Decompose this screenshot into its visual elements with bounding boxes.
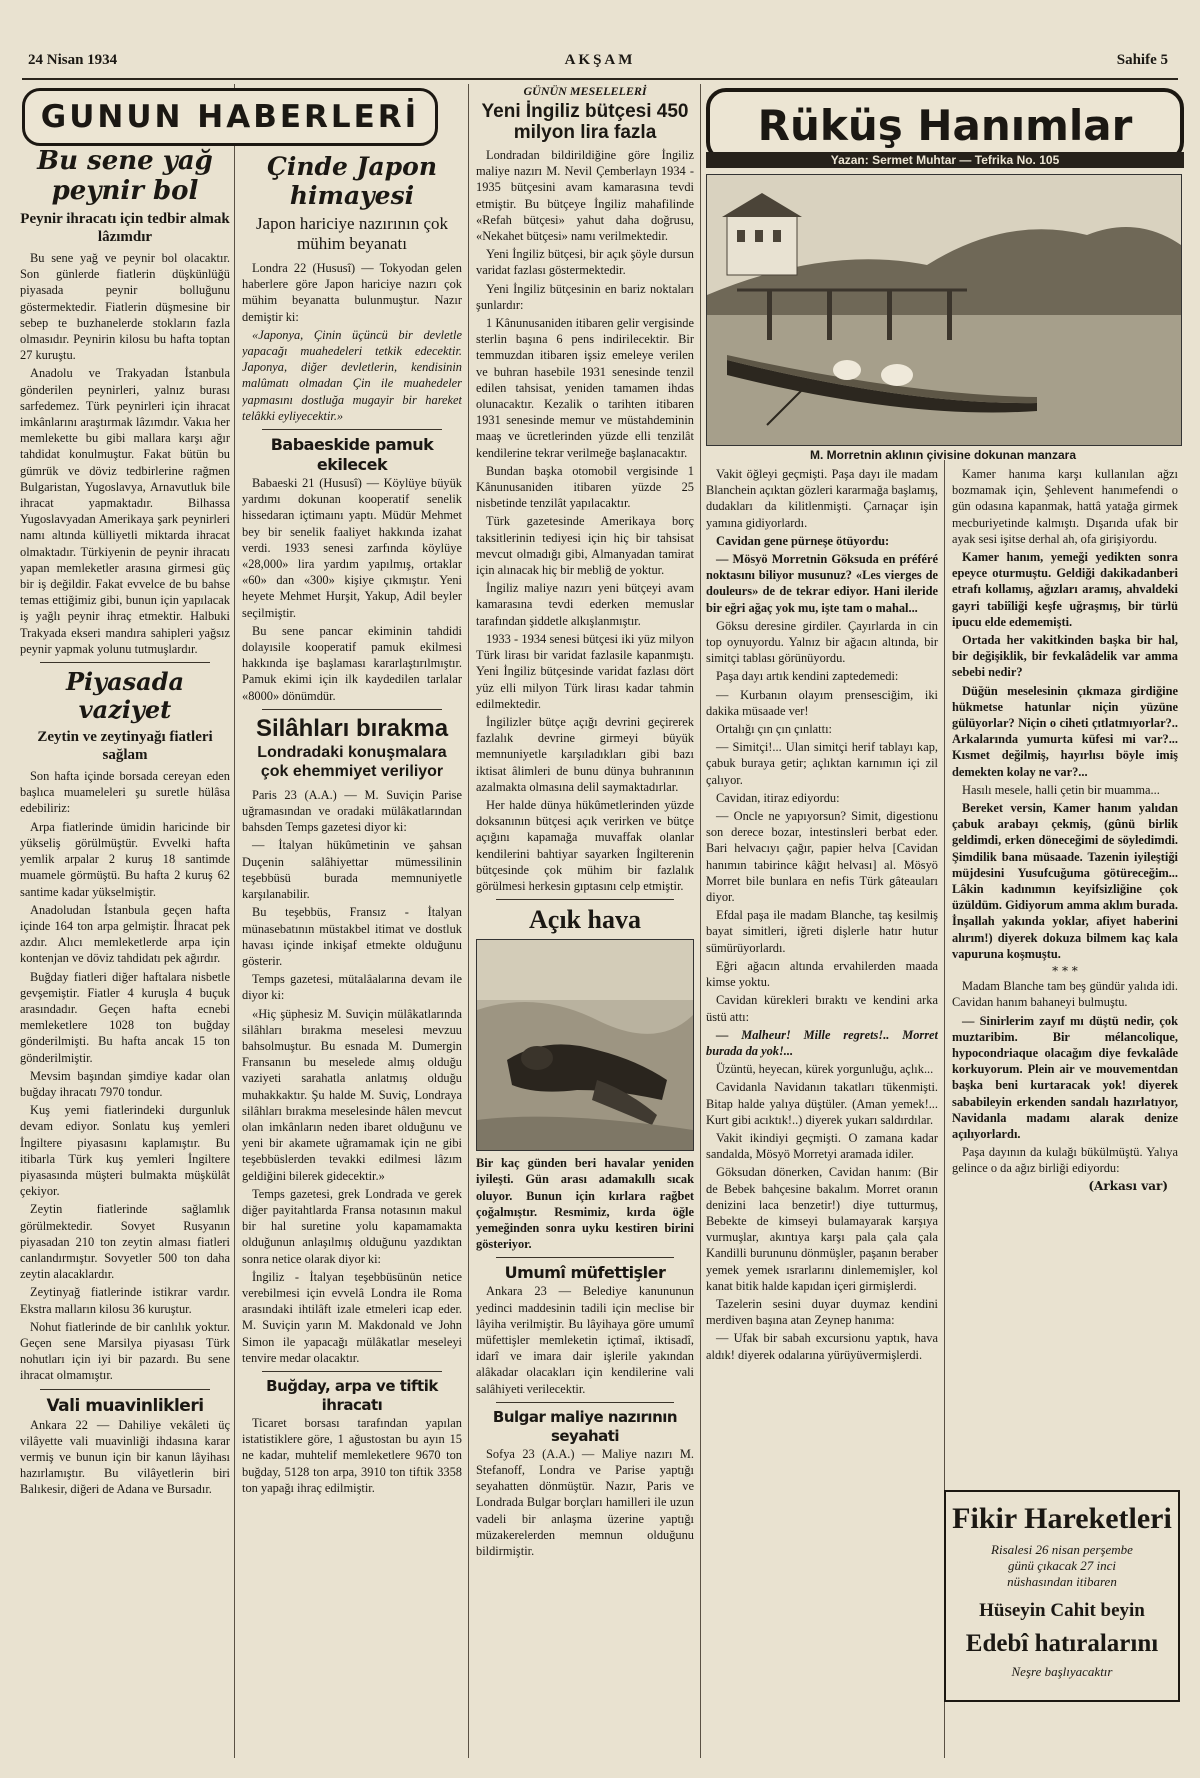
serial-paragraph: Hasılı mesele, halli çetin bir muamma... xyxy=(962,782,1160,797)
serial-paragraph: Vakit ikindiyi geçmişti. O zamana kadar sandalda, Mösyö Morretyi aramada idiler. xyxy=(706,1130,938,1162)
ad-line: nüshasından itibaren xyxy=(1007,1574,1117,1589)
serial-paragraph: Paşa dayının da kulağı bükülmüştü. Yalıya gelince o da ağız birliği ediyordu: xyxy=(952,1145,1178,1176)
serial-paragraph: Efdal paşa ile madam Blanche, taş kesilmiş bayat simitleri, iğreti dişlerle hatır hutur sümürüyorlardı. xyxy=(706,908,938,955)
column-2 xyxy=(242,84,462,1762)
subheadline: Zeytin ve zeytinyağı fiatleri sağlam xyxy=(37,729,213,764)
headline: Açık hava xyxy=(529,905,641,935)
article-paragraph: Temps gazetesi, mütalâalarına devam ile diyor ki: xyxy=(242,972,462,1003)
divider xyxy=(262,1371,442,1372)
article-paragraph: Bu sene yağ ve peynir bol olacaktır. Son günlerde fiatlerin düşkünlüğü piyasada peynir bolluğunu göstermektedir. Fiatlerin düşmesine bir sebep te buzhanelerde stokların fazla olmasıdır. Peynirin kilosu bu hafta toptan 27 kuruştu. xyxy=(20,251,230,363)
headline: Silâhları bırakma xyxy=(255,714,449,742)
article-paragraph: Zeytin fiatlerinde sağlamlık görülmektedir. Sovyet Rusyanın piyasadan 210 ton zeytin alması fiatleri canlandırmıştır. Sovyetler 500 ton daha zeytin alacaklardır. xyxy=(20,1202,230,1282)
article-paragraph: Sofya 23 (A.A.) — Maliye nazırı M. Stefanoff, Londra ve Parise yaptığı seyahatten dönmüştür. Nazır, Paris ve Londrada Bulgar borçları hamilleri ile uzun vadeli bir anlaşma üzerine yaptığı müzakerelerden memnun olduğunu bildirmiştir. xyxy=(476,1446,694,1558)
serial-paragraph: Ortalığı çın çın çınlattı: xyxy=(716,722,832,737)
section-stars: * * * xyxy=(1052,964,1078,979)
article-paragraph: Mevsim başından şimdiye kadar olan buğday ihracatı 7970 tondur. xyxy=(20,1068,230,1099)
serial-paragraph: — Ufak bir sabah excursionu yaptık, hava aldık! diyerek odalarına yürüyüvermişlerdi. xyxy=(706,1331,938,1362)
article-paragraph: Her halde dünya hükûmetlerinden yüzde doksanının bütçesi açık verirken ve bütçe açığını kapamağa muvaffak olanlar kendilerini bahtiyar sayarken İngilterenin bütçesinde çok mühim bir fazlalık görülmesi herkesin gıptasını celp etmiştir. xyxy=(476,797,694,893)
serial-paragraph: — Kurbanın olayım prensesciğim, iki dakika müsaade ver! xyxy=(706,687,938,718)
article-paragraph: Londra 22 (Hususî) — Tokyodan gelen haberlere göre Japon hariciye nazırı çok mühim beyanatta bulunmuştur. Nazır demiştir ki: xyxy=(242,261,462,324)
column-rule xyxy=(468,84,469,1758)
subheadline: Peynir ihracatı için tedbir almak lâzımdır xyxy=(20,211,230,245)
continued-note: (Arkası var) xyxy=(1088,1178,1168,1193)
headline: Buğday, arpa ve tiftik ihracatı xyxy=(266,1376,438,1414)
article-paragraph: «Japonya, Çinin üçüncü bir devletle yapacağı muahedeleri tetkik edecektir. Japonya, diğer devletlerin, kendisinin malûmatı olmadan Çin ile muahedeler yapmasını dostluğa mugayir bir hareket telâkki eyliyecektir.» xyxy=(242,327,462,423)
serial-paragraph: Ortada her vakitkinden başka bir hal, bir değişiklik, bir fevkalâdelik var amma sebebi nedir? xyxy=(952,633,1178,680)
serial-paragraph: — Mösyö Morretnin Göksuda en préféré noktasını biliyor musunuz? «Les vierges de douleurs» de de tekrar ediyor. Hani ileride bir eğri ağaç yok mu, işte tam o mahal... xyxy=(706,552,938,615)
article-paragraph: Son hafta içinde borsada cereyan eden başlıca muameleleri şu suretle hülâsa edebiliriz: xyxy=(20,769,230,816)
serial-paragraph: — Sinirlerim zayıf mı düştü nedir, çok muztaribim. Bir mélancolique, hypocondriaque olacağım diye fevkalâde korkuyorum. Plein air ve mouvementdan başka beni kurtaracak yok! diyerek sababileyin erkenden sandalı hazırlatıyor, Navidanla madamı alarak denize açılıyorlardı. xyxy=(952,1013,1178,1141)
serial-title: Rüküş Hanımlar xyxy=(706,88,1184,162)
serial-paragraph: Göksudan dönerken, Cavidan hanım: (Bir de Bebek bahçesine bakalım. Morret oranın denizini laca benzetir!) diye tutturmuş, Bebekte de kimseyi bulamayarak karşıya vurmuşlar, akıntıya karşı pala çala çala Kandilli burununu dönmüşler, paşanın beraber yemek yemek ısrarlarını dinlememişler, kol kanat bitik halde kapıdan içeri girmişlerdi. xyxy=(706,1165,938,1293)
divider xyxy=(496,1402,674,1403)
ad-author: Hüseyin Cahit beyin xyxy=(979,1600,1145,1621)
serial-paragraph: Eğri ağacın altında ervahilerden maada kimse yoktu. xyxy=(706,958,938,990)
photo-boat-scene xyxy=(706,174,1182,446)
article-paragraph: Nohut fiatlerinde de bir canlılık yoktur. Geçen sene Marsilya piyasası Türk nohutları için iyi bir pazardı. Bu sene ihracat olmamıştır. xyxy=(20,1319,230,1383)
article-paragraph: 1933 - 1934 senesi bütçesi iki yüz milyon Türk lirası bir varidat fazlasile kapanmıştı. Yeni İngiliz bütçesinde varidat fazlası dört yüz elli milyon Türk lirası kadar tahmin edilmektedir. xyxy=(476,631,694,711)
divider xyxy=(496,899,674,900)
headline: Bulgar maliye nazırının seyahati xyxy=(492,1407,678,1445)
subheadline: Japon hariciye nazırının çok mühim beyanatı xyxy=(255,214,449,253)
header-rule xyxy=(22,78,1178,80)
serial-paragraph: — Oncle ne yapıyorsun? Simit, digestionu son derece bozar, intestinsleri berbat eder. Bari helvacıyı çağır, papier helva [Cavidan hanımın tabirince kâğıt helvası] al. Mösyö Morret bile bunlara en nefis Türk gâteauları diyor. xyxy=(706,809,938,905)
article-paragraph: Babaeski 21 (Hususî) — Köylüye büyük yardımı dokunan kooperatif senelik hissedaran içtimaını yaptı. Müdür Mehmet bey bir senelik faaliyet hakkında izahat verdi. 1933 senesi zarfında köylüye «28,000» lira yardım yapılmış, ortaklar «60» dan «300» kişiye çıkmıştır. Yeni heyete Mehmet Hurşit, Yakup, Adil beyler seçilmiştir. xyxy=(242,476,462,620)
article-paragraph: Arpa fiatlerinde ümidin haricinde bir yükseliş görülmüştür. Evvelki hafta yemlik arpalar 2 kuruş 18 santimde muamele görmüştü. Bu hafta 2 kuruş 62 santime kadar yükselmiştir. xyxy=(20,819,230,899)
headline: Piyasada vaziyet xyxy=(65,667,185,725)
article-paragraph: Buğday fiatleri diğer haftalara nisbetle gevşemiştir. Fiatler 4 kuruşla 4 buçuk arasındadır. Geçen hafta ecnebi memleketlere 1028 ton buğday gönderilmişti. Bu hafta ancak 15 ton gönderilmiştir. xyxy=(20,969,230,1065)
serial-paragraph: Kamer hanım, yemeği yedikten sonra epeyce oturmuştu. Geldiği dakikadanberi etrafı kollamış, ağızları aramış, ahvaldeki gayri tabiîliği keşfe uğraşmış, bir türlü ipucu elde edememişti. xyxy=(952,550,1178,629)
serial-paragraph: Göksu deresine girdiler. Çayırlarda in cin top oynuyordu. Yalnız bir ağacın altında, bir simitçi tablası görünüyordu. xyxy=(706,618,938,666)
article-paragraph: «Hiç şüphesiz M. Suviçin mülâkatlarında silâhları bırakma meselesi mevzuu bahsolmuştur. Bu esnada M. Dumergin Fransanın bu meselede almış olduğu vaziyeti sarahatla anlatmış olduğu muhakkaktır. Şu halde M. Suviç, Londraya silâhları bırakma meselesinde hâlen mevcut olan imkânların neden ibaret olduğunu ve yeni bir akamete uğramamak için ne gibi teşebbüslerden tevakki edilmesi lâzım geldiğini bilerek gidecektir.» xyxy=(242,1006,462,1183)
paper-name: AKŞAM xyxy=(564,52,636,68)
headline: Bu sene yağ peynir bol xyxy=(37,146,213,206)
column-rule xyxy=(234,84,235,1758)
article-paragraph: Türk gazetesinde Amerikaya borç taksitlerinin tediyesi için hiç bir tahsisat mevcut olmadığı gibi, Almanyadan tamirat için alınacak hiç bir mebliğ de yoktur. xyxy=(476,514,694,578)
article-paragraph: Bundan başka otomobil vergisinde 1 Kânunusaniden itibaren yüzde 25 nisbetinde tenzilât yapılacaktır. xyxy=(476,463,694,511)
serial-paragraph: Cavidan gene pürneşe ötüyordu: xyxy=(716,533,890,548)
divider xyxy=(40,1389,210,1390)
headline: Vali muavinlikleri xyxy=(46,1395,204,1416)
serial-byline: Yazan: Sermet Muhtar — Tefrika No. 105 xyxy=(706,152,1184,168)
photo-caption: Bir kaç günden beri havalar yeniden iyileşti. Gün arası adamakıllı sıcak oluyor. Bunun için kırlara rağbet çoğalmıştır. Resmimiz, kırda öğle yemeğinden sonra uyku kestiren birini gösteriyor. xyxy=(476,1156,694,1252)
divider xyxy=(262,709,442,710)
serial-paragraph: Tazelerin sesini duyar duymaz kendini merdiven başına atan Zeynep hanıma: xyxy=(706,1296,938,1328)
page-number: Sahife 5 xyxy=(1116,52,1168,68)
serial-paragraph: Üzüntü, heyecan, kürek yorgunluğu, açlık... xyxy=(716,1062,934,1077)
subheadline: Londradaki konuşmalara çok ehemmiyet veriliyor xyxy=(257,743,447,780)
article-paragraph: Anadoludan İstanbula geçen hafta içinde 164 ton arpa gelmiştir. İhracat pek azdır. Alıcı memleketlerde arpa için kontenjan ve döviz tahdidatı pek ağırdır. xyxy=(20,902,230,966)
section-kicker: GÜNÜN MESELELERİ xyxy=(523,84,647,98)
serial-paragraph: — Malheur! Mille regrets!.. Morret burada da yok!... xyxy=(706,1027,938,1058)
section-banner: GUNUN HABERLERİ xyxy=(22,88,438,146)
article-paragraph: 1 Kânunusaniden itibaren gelir vergisinde sterlin başına 6 pens indirilecektir. Bir temmuzdan itibaren işsiz emeleye verilen ve buhran hasebile 1931 senesinde tenzil edilen tahsisat, yeniden tamamen ihdas olunacaktır. Kezalik o tarihten itibaren 1931 senesinde memur ve müstahdeminin maaş ve ücretlerinden yüzde elli tenzilât kendilerine tekrar verilmeğe başlanacaktır. xyxy=(476,316,694,460)
ad-title-word-2: Hareketleri xyxy=(1024,1502,1172,1535)
divider xyxy=(496,1257,674,1258)
ad-line: günü çıkacak 27 inci xyxy=(1008,1558,1116,1573)
article-paragraph: İngiliz maliye nazırı yeni bütçeyi avam kamarasına tevdi ederken memuslar tarafından şiddetle alkışlanmıştır. xyxy=(476,581,694,628)
article-paragraph: Paris 23 (A.A.) — M. Suviçin Parise uğramasından ve oradaki mülâkatlarından bahsden Temps gazetesi diyor ki: xyxy=(242,787,462,835)
serial-paragraph: — Simitçi!... Ulan simitçi herif tablayı kap, çabuk buraya getir; açlıktan karnımın içi zil çalıyor. xyxy=(706,740,938,787)
ad-book-title: Edebî hatıralarını xyxy=(965,1630,1159,1657)
article-paragraph: İngilizler bütçe açığı devrini geçirerek fazlalık devrine girmeyi büyük memnuniyetle karşıladıkları gibi bazı iktisat âlimleri de bunu dünya buhranının azalmakta olmasına delil saymaktadırlar. xyxy=(476,714,694,794)
divider xyxy=(262,429,442,430)
article-paragraph: İngiliz - İtalyan teşebbüsünün netice verebilmesi için evvelâ Londra ile Roma arasındaki ihtilâft izale etmeleri icap eder. M. Suviçin yarın M. Makdonald ve John Simon ile yapacağı mülâkatlar meseleyi tenvire medar olacaktır. xyxy=(242,1269,462,1365)
photo-sleeping-man xyxy=(476,939,694,1151)
ad-line: Risalesi 26 nisan perşembe xyxy=(991,1542,1133,1557)
serial-paragraph: Cavidan kürekleri bıraktı ve kendini arka üstü attı: xyxy=(706,993,938,1024)
ad-tagline: Neşre başlıyacaktır xyxy=(1011,1664,1113,1679)
serial-column-b xyxy=(952,466,1178,1482)
serial-paragraph: Madam Blanche tam beş gündür yalıda idi. Cavidan hanım bahaneyi bulmuştu. xyxy=(952,979,1178,1010)
column-1 xyxy=(20,146,230,1762)
serial-paragraph: Kamer hanıma karşı kullanılan ağzı bozmamak için, Şehlevent hanımefendi o gün odasına kapanmak, hattâ yatağa girmek mecburiyetinde kalmıştı. Dışarıda ufak bir ayak sesi işitse derhal ah, ofa girişiyordu. xyxy=(952,467,1178,546)
article-paragraph: Ankara 22 — Dahiliye vekâleti üç vilâyette vali muavinliği ihdasına karar vermiş ve bunun için bir kanun lâyihası hazırlamıştır. Bu vilâyetlerin biri Balıkesir, diğeri de Adana ve Bursadır. xyxy=(20,1417,230,1497)
issue-date: 24 Nisan 1934 xyxy=(28,52,118,68)
photo-caption: M. Morretnin aklının çivisine dokunan manzara xyxy=(809,448,1077,462)
serial-paragraph: Paşa dayı artık kendini zaptedemedi: xyxy=(716,669,899,684)
headline: Umumî müfettişler xyxy=(504,1263,666,1283)
serial-paragraph: Cavidanla Navidanın takatları tükenmişti. Bitap halde yalıya düştüler. (Aman yemek!... Kurt gibi acıktık!..) diyerek yukarı saldırdılar. xyxy=(706,1080,938,1127)
article-paragraph: Yeni İngiliz bütçesi, bir açık şöyle dursun varidat fazlası göstermektedir. xyxy=(476,247,694,278)
serial-paragraph: Düğün meselesinin çıkmaza girdiğine hükmetse hatunlar niçin yüzüne gülüyorlar? Niçin o ciheti çıtlatmıyorlar?.. Arkalarında yumurta küfesi mi var?... Kısmet değilmiş, hayırlısı böyle imiş demekten kolay ne var?... xyxy=(952,683,1178,779)
serial-column-a xyxy=(706,466,938,1762)
article-paragraph: Bu teşebbüs, Fransız - İtalyan münasebatının müstakbel itimat ve dostluk havası içinde inkişaf etmekte olduğunu gösterir. xyxy=(242,905,462,968)
article-paragraph: Temps gazetesi, grek Londrada ve gerek diğer payitahtlarda Fransa notasının makul bir hal suretine yolu kapamamakta olduğunun anlaşılmış olduğunu yazdıktan sonra netice olarak diyor ki: xyxy=(242,1186,462,1266)
ad-title xyxy=(946,1502,1178,1536)
article-paragraph: Zeytinyağ fiatlerinde istikrar vardır. Ekstra malların kilosu 36 kuruştur. xyxy=(20,1285,230,1316)
divider xyxy=(40,662,210,663)
serial-paragraph: Bereket versin, Kamer hanım yalıdan çabuk arabayı çekmiş, (gûnü birlik geldimdi, erken döneceğimi de söyledimdi. Şimdilik bana müsaade. Tazenin iyileştiği müjdesini Yusufcuğuma götüreceğim... Lâkin kadınımın keyifsizliğine çok üzüldüm. Gidiyorum amma aklım burada. İnşallah yakında yoklar, afiyet haberini alırım!) diyerek dokuza bilmem kaç kala vapuruna koşmuştu. xyxy=(952,801,1178,961)
serial-paragraph: Vakit öğleyi geçmişti. Paşa dayı ile madam Blanchein açıktan gözleri kararmağa başlamış, dudakları da kilitlenmişti. Çarnaçar işin yamına gidiyorlardı. xyxy=(706,467,938,530)
article-paragraph: — İtalyan hükûmetinin ve şahsan Duçenin salâhiyettar mümessilinin teşebbüsü burada memnuniyetle karşılanabilir. xyxy=(242,838,462,902)
serial-paragraph: Cavidan, itiraz ediyordu: xyxy=(716,790,840,805)
ad-title-word-1: Fikir xyxy=(952,1502,1017,1535)
article-paragraph: Kuş yemi fiatlerindeki durgunluk devam ediyor. Sonlatu kuş yemleri İngiltere piyasasını kaplamıştır. Bu itibarla Türk kuş yemleri İngiltere piyasasında müşteri bulmakta müşkülât çekiyor. xyxy=(20,1103,230,1199)
article-paragraph: Bu sene pancar ekiminin tahdidi dolayısile kooperatif pamuk ekilmesi hakkında işe başlaması kararlaştırılmıştır. Pamuk ekimi için ilk kaydedilen tarlalar «8000» dönümdür. xyxy=(242,623,462,703)
column-rule xyxy=(700,84,701,1758)
article-paragraph: Yeni İngiliz bütçesinin en bariz noktaları şunlardır: xyxy=(476,281,694,312)
article-paragraph: Anadolu ve Trakyadan İstanbula gönderilen peynirleri, yalnız burası sarfedemez. Türk peynirleri için ihracat imkânlarını araştırmak lâzımdır. Vakıa her memlekette bu gibi mallara karşı ağır tahdidat konulmuştur. Fakat bütün bu gümrük ve döviz tedbirlerine rağmen Bulgaristan, Yugoslavya, Arnavutluk bile ihracat yapmaktadır. Bilhassa Yugoslavyadan Amerikaya şark peynirleri namı altında külliyetli miktarda ihracat olmaktadır. Türkiyenin de peynir ihracatı yapan memleketler arasına girmesi güç bir iş değildir. Fakat evvelce de bu bahse temas ettiğimiz gibi, bunun için yapılacak iş yağlı peynir ihraç etmektir. Halbuki Trakyada ekseri mandıra sahipleri yağsız peynir yapmak yolunu tutmuşlardır. xyxy=(20,366,230,656)
column-3 xyxy=(476,84,694,1762)
article-paragraph: Londradan bildirildiğine göre İngiliz maliye nazırı M. Nevil Çemberlayn 1934 - 1935 bütçesini avam kamarasına tevdi etmiştir. Bu bütçeye İngiliz mahafilinde «Refah bütçesi» yahut daha doğrusu, «Nekahet bütçesi» namı verilmektedir. xyxy=(476,148,694,244)
headline: Yeni İngiliz bütçesi 450 milyon lira fazla xyxy=(481,101,689,143)
article-paragraph: Ticaret borsası tarafından yapılan istatistiklere göre, 1 ağustostan bu ayın 15 ne kadar, muhtelif memleketlere 9670 ton buğday, 5128 ton arpa, 3910 ton tiftik 3358 ton yapağı ihraç edilmiştir. xyxy=(242,1415,462,1495)
advertisement-box xyxy=(944,1490,1180,1702)
headline: Çinde Japon himayesi xyxy=(266,152,438,210)
article-paragraph: Ankara 23 — Belediye kanununun yedinci maddesinin tadili için meclise bir lâyiha verilmiştir. Bu lâyihaya göre umumî müfettişler memleketin içtimaî, iktisadî, idarî ve imara dair işlerile yakından alâkadar olacakları için kendilerine vali salâhiyeti verilecektir. xyxy=(476,1284,694,1396)
headline: Babaeskide pamuk ekilecek xyxy=(270,435,434,475)
